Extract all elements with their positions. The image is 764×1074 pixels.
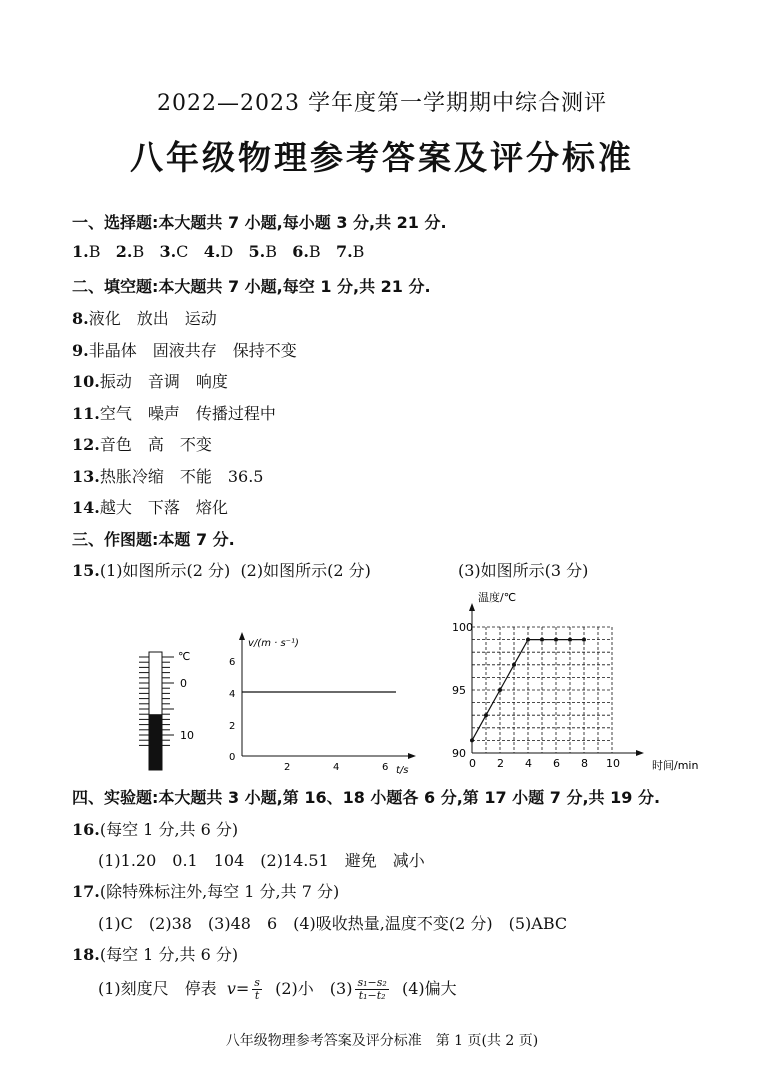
tt-data-point	[470, 738, 474, 742]
vt-xtick: 4	[333, 762, 340, 773]
tt-xtick-label: 6	[553, 757, 560, 770]
q18-heading: 18.(每空 1 分,共 6 分)	[72, 945, 239, 964]
tt-ytick-label: 90	[452, 747, 466, 760]
tt-xtick-label: 2	[497, 757, 504, 770]
fill-item: 10.振动 音调 响度	[72, 372, 228, 391]
page-subtitle: 八年级物理参考答案及评分标准	[130, 138, 634, 177]
vt-ytick: 2	[229, 721, 236, 732]
section-drawing-heading: 三、作图题:本题 7 分.	[72, 530, 235, 549]
tt-data-point	[554, 638, 558, 642]
thermometer-liquid	[149, 714, 162, 770]
tt-ytick-label: 95	[452, 684, 466, 697]
choice-item: 3.C	[159, 242, 189, 261]
q15-line: 15.(1)如图所示(2 分) (2)如图所示(2 分)	[72, 561, 371, 580]
q18-answer: (1)刻度尺 停表 v= $\frac{s}{t}$ (2)小 (3) $\frac{\text{s₁−s₂}}{\text{t₁−t₂}}$ (4)偏大	[98, 976, 457, 1002]
thermometer-unit: ℃	[178, 650, 191, 663]
tt-data-point	[568, 638, 572, 642]
tt-data-point	[512, 663, 516, 667]
thermometer-label-10: 10	[180, 729, 194, 742]
speed-formula: $\frac{s}{t}$	[254, 976, 260, 1002]
section-choice-heading: 一、选择题:本大题共 7 小题,每小题 3 分,共 21 分.	[72, 213, 447, 232]
choice-item: 4.D	[203, 242, 234, 261]
fill-item: 13.热胀冷缩 不能 36.5	[72, 467, 264, 486]
tt-data-point	[484, 713, 488, 717]
choice-item: 7.B	[335, 242, 365, 261]
vt-ytick: 4	[229, 689, 236, 700]
velocity-time-chart	[220, 628, 420, 776]
tt-tick-labels	[452, 621, 620, 770]
choice-item: 2.B	[115, 242, 145, 261]
q16-heading: 16.(每空 1 分,共 6 分)	[72, 820, 239, 839]
vt-y-label: v/(m · s⁻¹)	[248, 638, 299, 649]
tt-ytick-label: 100	[452, 621, 473, 634]
tt-xtick-label: 0	[469, 757, 476, 770]
vt-ytick: 6	[229, 657, 236, 668]
section-experiment-heading: 四、实验题:本大题共 3 小题,第 16、18 小题各 6 分,第 17 小题 7 分,共 19 分.	[72, 788, 661, 807]
choice-item: 6.B	[292, 242, 321, 261]
fill-item: 8.液化 放出 运动	[72, 309, 217, 328]
tt-xtick-label: 8	[581, 757, 588, 770]
tt-y-arrow	[469, 603, 475, 611]
fill-item: 12.音色 高 不变	[72, 435, 212, 454]
thermometer-figure	[120, 640, 210, 775]
q16-answer: (1)1.20 0.1 104 (2)14.51 避免 减小	[98, 851, 425, 870]
tt-xtick-label: 4	[525, 757, 532, 770]
section-fill-heading: 二、填空题:本大题共 7 小题,每空 1 分,共 21 分.	[72, 277, 431, 296]
fill-item: 14.越大 下落 熔化	[72, 498, 228, 517]
vt-xtick: 2	[284, 762, 291, 773]
page-footer: 八年级物理参考答案及评分标准 第 1 页(共 2 页)	[225, 1033, 539, 1049]
tt-data-point	[498, 688, 502, 692]
choice-answers	[72, 242, 364, 261]
vt-origin: 0	[229, 752, 236, 763]
average-speed-formula: $\frac{\text{s₁−s₂}}{\text{t₁−t₂}}$	[357, 976, 387, 1002]
fill-item: 11.空气 噪声 传播过程中	[72, 404, 276, 423]
tt-data-point	[540, 638, 544, 642]
vt-xtick: 6	[382, 762, 389, 773]
choice-item: 1.B	[72, 242, 101, 261]
tt-data-point	[526, 638, 530, 642]
choice-item: 5.B	[248, 242, 277, 261]
temperature-time-chart	[448, 585, 710, 777]
page-title: 2022—2023 学年度第一学期期中综合测评	[157, 91, 607, 116]
tt-xtick-label: 10	[606, 757, 620, 770]
tt-x-arrow	[636, 750, 644, 756]
vt-x-arrow	[408, 753, 416, 759]
tt-data-point	[582, 638, 586, 642]
q15-part3: (3)如图所示(3 分)	[458, 561, 589, 580]
vt-y-arrow	[239, 632, 245, 640]
tt-y-label: 温度/℃	[478, 591, 517, 604]
vt-x-label: t/s	[396, 765, 409, 776]
q17-answer: (1)C (2)38 (3)48 6 (4)吸收热量,温度不变(2 分) (5)ABC	[98, 914, 568, 933]
tt-x-label: 时间/min	[652, 759, 699, 772]
fill-item: 9.非晶体 固液共存 保持不变	[72, 341, 297, 360]
q17-heading: 17.(除特殊标注外,每空 1 分,共 7 分)	[72, 882, 340, 901]
thermometer-label-0: 0	[180, 677, 187, 690]
tt-grid	[472, 627, 612, 753]
